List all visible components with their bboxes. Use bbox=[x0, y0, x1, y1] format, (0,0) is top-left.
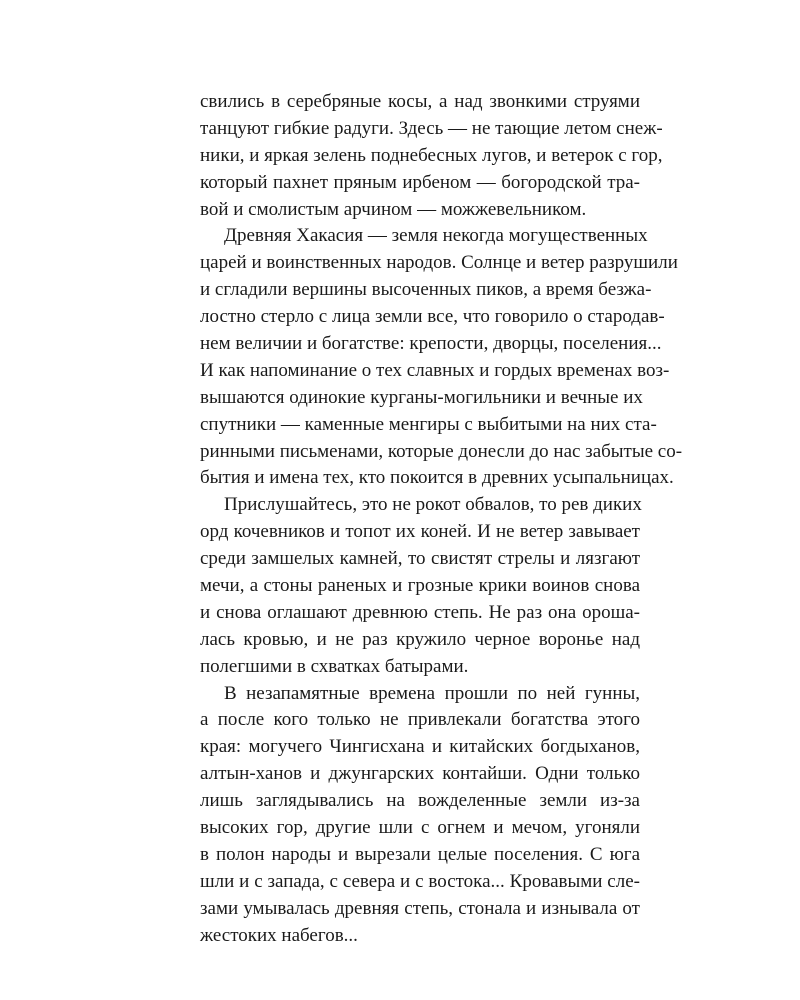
body-text bbox=[200, 89, 683, 950]
text-line: В незапамятные времена прошли по ней гунны, bbox=[224, 682, 640, 704]
text-line: танцуют гибкие радуги. Здесь — не тающие летом снеж- bbox=[200, 117, 663, 139]
text-line: свились в серебряные косы, а над звонкими струями bbox=[200, 91, 640, 112]
text-line: лостно стерло с лица земли все, что говорило о стародав- bbox=[200, 306, 665, 328]
text-line: Древняя Хакасия — земля некогда могущественных bbox=[224, 225, 648, 247]
text-line: вышаются одинокие курганы-могильники и вечные их bbox=[200, 386, 643, 408]
text-line: И как напоминание о тех славных и гордых временах воз- bbox=[200, 359, 670, 381]
text-line: алтын-ханов и джунгарских контайши. Одни только bbox=[200, 763, 640, 785]
text-line: и сгладили вершины высоченных пиков, а время безжа- bbox=[200, 279, 652, 301]
text-line: лась кровью, и не раз кружило черное воронье над bbox=[200, 628, 640, 650]
text-line: и снова оглашают древнюю степь. Не раз она ороша- bbox=[200, 601, 640, 623]
text-line: нем величии и богатстве: крепости, дворцы, поселения... bbox=[200, 333, 662, 355]
text-line: вой и смолистым арчином — можжевельником. bbox=[200, 198, 587, 220]
text-line: края: могучего Чингисхана и китайских богдыханов, bbox=[200, 736, 640, 758]
text-line: царей и воинственных народов. Солнце и ветер разрушили bbox=[200, 252, 678, 274]
text-line: жестоких набегов... bbox=[200, 924, 358, 946]
text-line: полегшими в схватках батырами. bbox=[200, 655, 469, 677]
text-line: бытия и имена тех, кто покоится в древних усыпальницах. bbox=[200, 467, 674, 489]
text-line: лишь заглядывались на вожделенные земли из-за bbox=[200, 790, 640, 812]
text-line: в полон народы и вырезали целые поселения. С юга bbox=[200, 843, 640, 865]
text-line: орд кочевников и топот их коней. И не ветер завывает bbox=[200, 521, 640, 543]
text-line: мечи, а стоны раненых и грозные крики воинов снова bbox=[200, 575, 640, 597]
text-line: шли и с запада, с севера и с востока... Кровавыми сле- bbox=[200, 870, 640, 892]
text-line: а после кого только не привлекали богатства этого bbox=[200, 709, 640, 731]
text-line: зами умывалась древняя степь, стонала и изнывала от bbox=[200, 897, 640, 919]
text-line: спутники — каменные менгиры с выбитыми на них ста- bbox=[200, 413, 657, 435]
text-line: который пахнет пряным ирбеном — богородской тра- bbox=[200, 171, 640, 193]
text-line: ники, и яркая зелень поднебесных лугов, и ветерок с гор, bbox=[200, 144, 663, 166]
text-line: высоких гор, другие шли с огнем и мечом, угоняли bbox=[200, 817, 640, 839]
text-line: среди замшелых камней, то свистят стрелы и лязгают bbox=[200, 548, 640, 570]
text-line: Прислушайтесь, это не рокот обвалов, то рев диких bbox=[224, 494, 642, 516]
text-line: ринными письменами, которые донесли до нас забытые со- bbox=[200, 440, 683, 462]
